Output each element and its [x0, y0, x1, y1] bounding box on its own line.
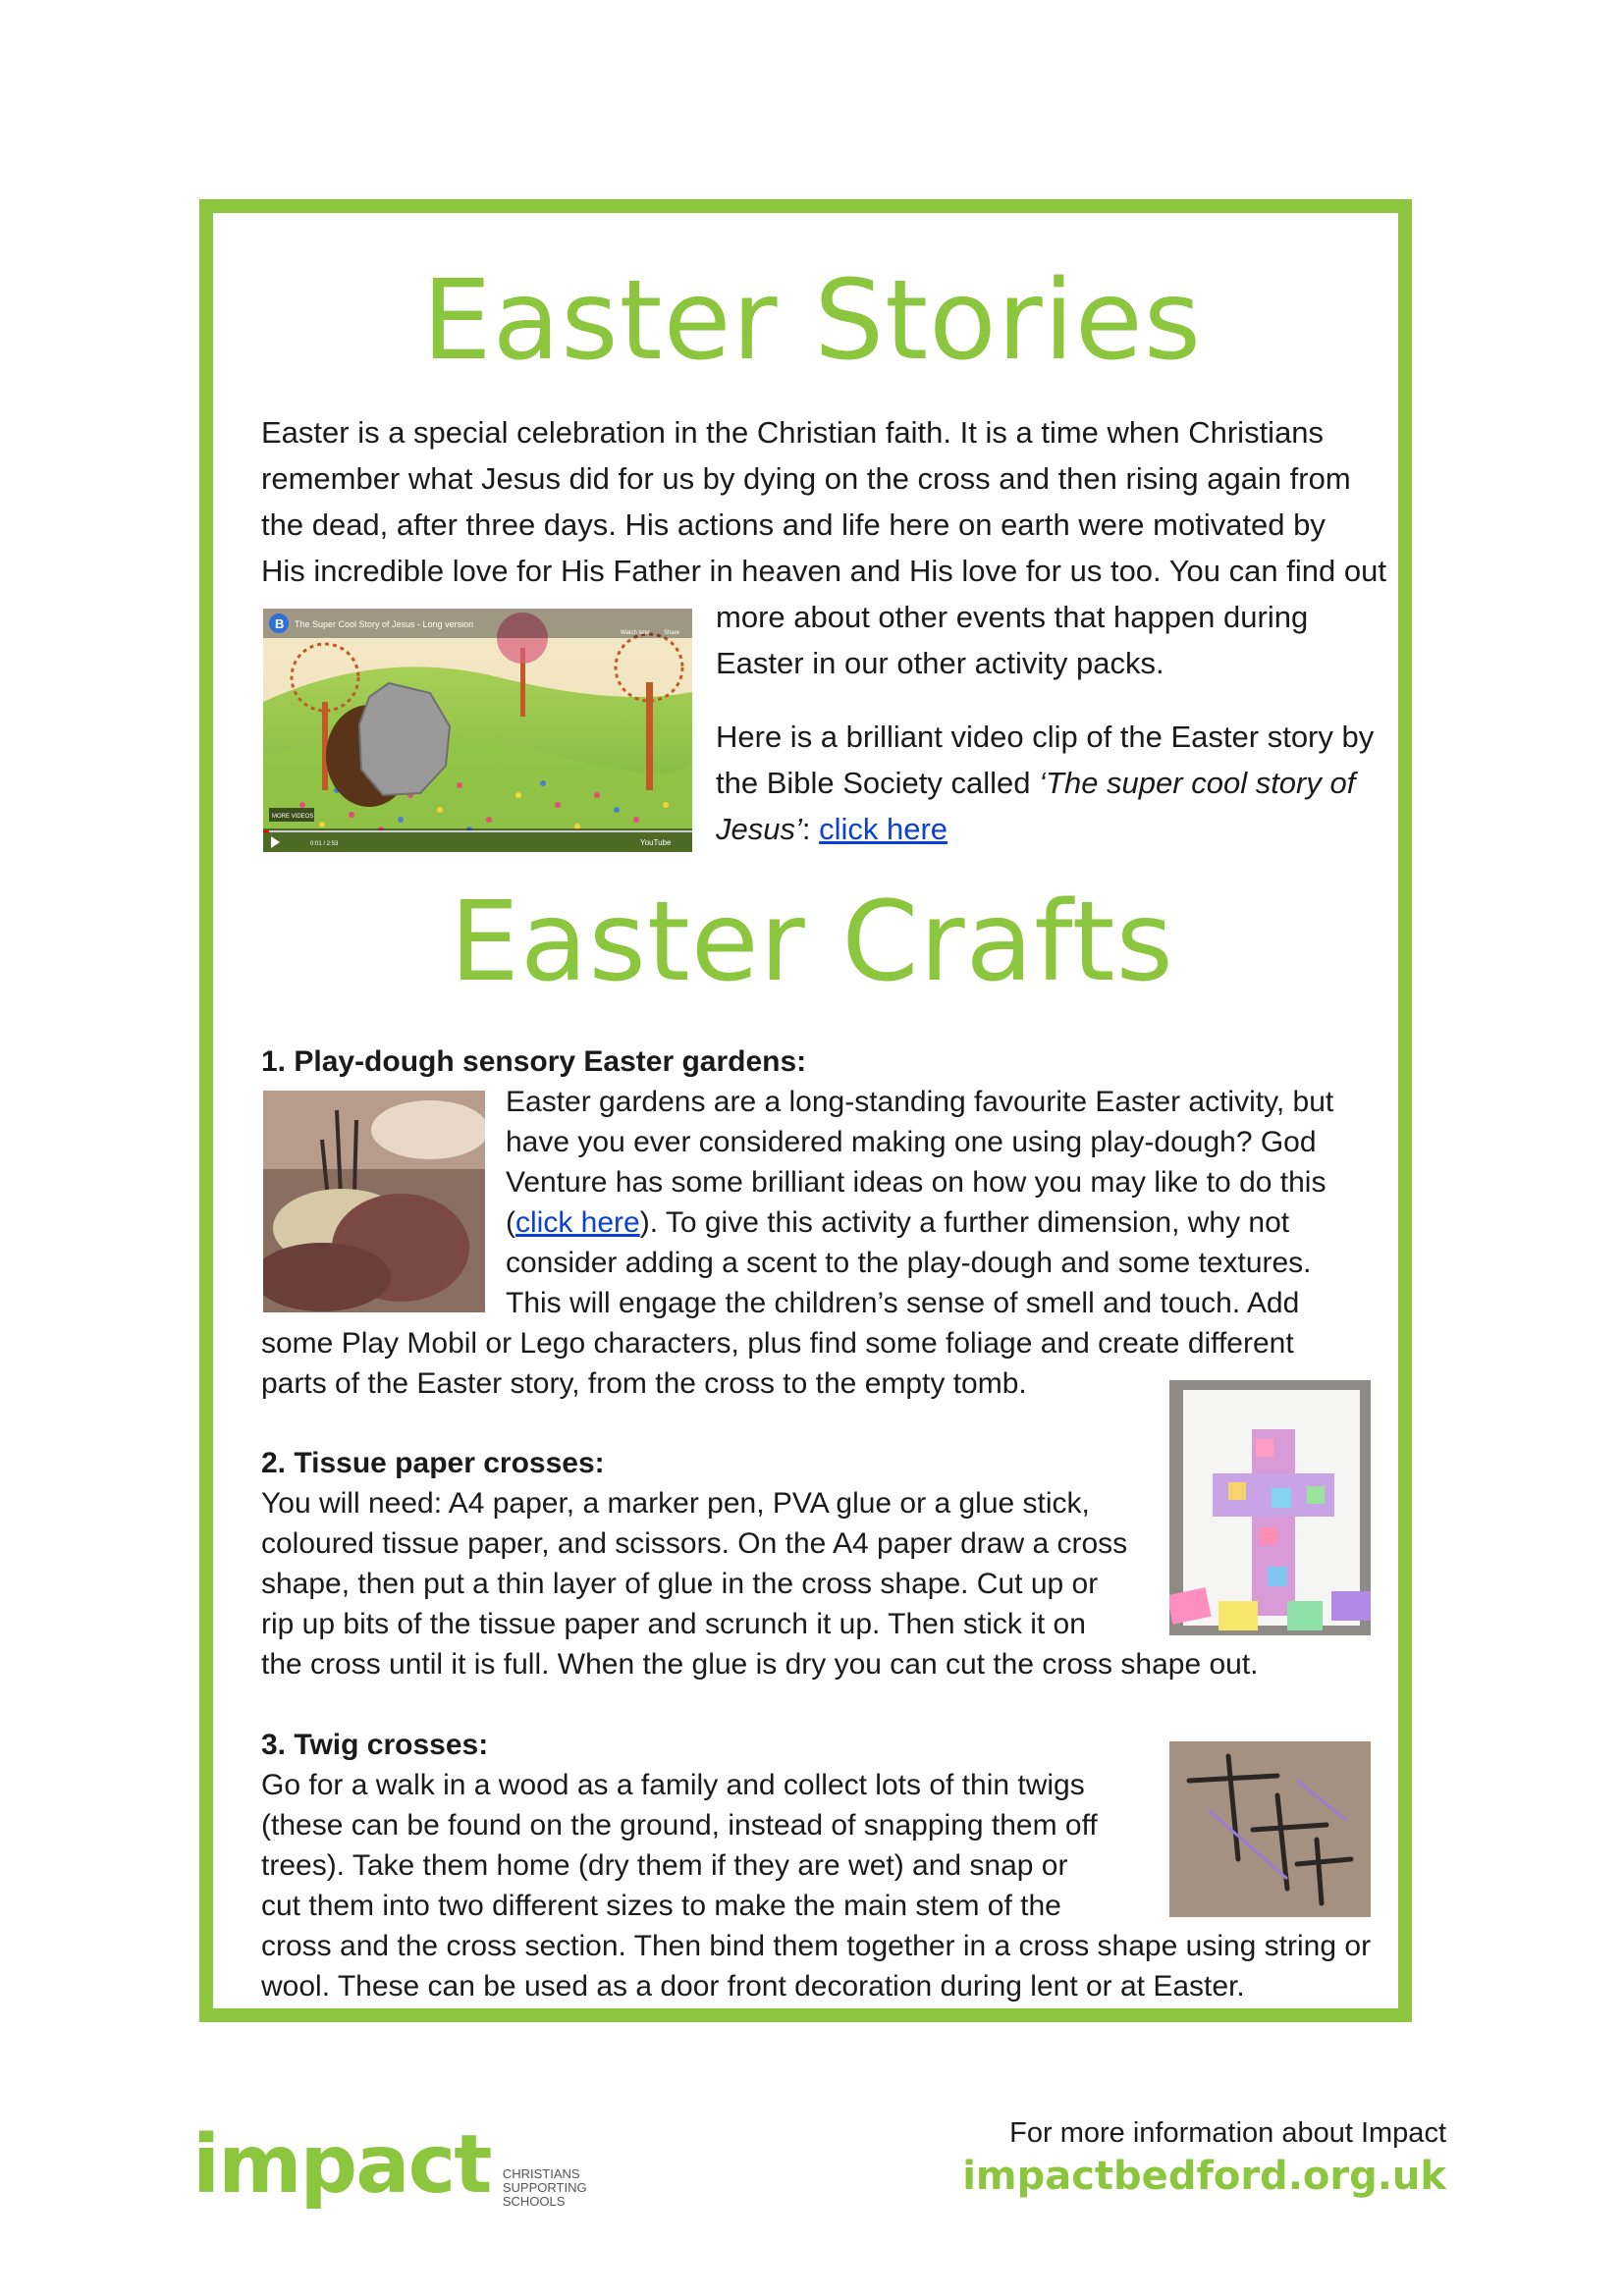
craft-line — [506, 1202, 1370, 1243]
side-line: more about other events that happen during — [716, 600, 1309, 634]
craft-line: Venture has some brilliant ideas on how you may like to do this — [506, 1166, 1326, 1199]
svg-text:0:01 / 2:53: 0:01 / 2:53 — [310, 841, 339, 847]
craft-heading: 1. Play-dough sensory Easter gardens: — [261, 1045, 807, 1078]
craft-heading: 2. Tissue paper crosses: — [261, 1447, 605, 1479]
craft-line: Easter gardens are a long-standing favourite Easter activity, but — [506, 1086, 1334, 1118]
intro-line: the dead, after three days. His actions and life here on earth were motivated by — [261, 507, 1326, 542]
logo-tag-line: SUPPORTING — [502, 2179, 587, 2195]
stories-side — [716, 594, 1403, 852]
stories-intro — [261, 409, 1390, 594]
intro-line: Easter is a special celebration in the Christian faith. It is a time when Christians — [261, 415, 1325, 450]
craft-line: Go for a walk in a wood as a family and collect lots of thin twigs — [261, 1769, 1085, 1801]
side-line: Easter in our other activity packs. — [716, 646, 1164, 680]
craft-line: rip up bits of the tissue paper and scrunch it up. Then stick it on — [261, 1608, 1086, 1640]
craft-line: coloured tissue paper, and scissors. On the A4 paper draw a cross — [261, 1527, 1128, 1560]
craft-line: parts of the Easter story, from the cross to the empty tomb. — [261, 1367, 1027, 1400]
craft-line: consider adding a scent to the play-dough and some textures. — [506, 1247, 1312, 1279]
svg-text:YouTube: YouTube — [640, 838, 672, 847]
svg-text:The Super Cool Story of Jesus: The Super Cool Story of Jesus - Long version — [295, 619, 474, 629]
video-link[interactable]: click here — [819, 812, 948, 846]
craft-3 — [261, 1725, 1410, 2006]
intro-line: His incredible love for His Father in heaven and His love for us too. You can find out — [261, 554, 1386, 588]
craft-heading: 3. Twig crosses: — [261, 1729, 489, 1761]
link-post: ). To give this activity a further dimension, why not — [639, 1206, 1290, 1239]
svg-text:Share: Share — [664, 630, 680, 636]
craft-line: cut them into two different sizes to make the main stem of the — [261, 1890, 1061, 1922]
video-line — [716, 806, 1403, 852]
craft-2 — [261, 1443, 1390, 1684]
craft-line: the cross until it is full. When the glue is dry you can cut the cross shape out. — [261, 1648, 1259, 1681]
craft-line: have you ever considered making one using play-dough? God — [506, 1126, 1317, 1158]
video-title: Jesus’ — [716, 812, 802, 846]
craft-line: (these can be found on the ground, instead of snapping them off — [261, 1809, 1098, 1842]
impact-logo — [192, 2118, 587, 2212]
craft-line: wool. These can be used as a door front decoration during lent or at Easter. — [261, 1970, 1245, 2002]
svg-text:Watch later: Watch later — [621, 630, 651, 636]
video-line: Here is a brilliant video clip of the Easter story by — [716, 720, 1375, 754]
logo-tag-line: CHRISTIANS — [502, 2165, 580, 2181]
craft-line: cross and the cross section. Then bind them together in a cross shape using string or — [261, 1930, 1372, 1962]
crafts-title: Easter Crafts — [450, 879, 1174, 1006]
godventure-link[interactable]: click here — [515, 1206, 640, 1239]
svg-text:B: B — [275, 616, 285, 631]
footer-site[interactable]: impactbedford.org.uk — [962, 2154, 1446, 2199]
footer-info-text: For more information about Impact — [1009, 2117, 1446, 2149]
logo-word: impact — [192, 2118, 491, 2212]
stories-title: Easter Stories — [421, 257, 1203, 385]
video-title: ‘The super cool story of — [1039, 766, 1356, 800]
craft-line: This will engage the children’s sense of smell and touch. Add — [506, 1287, 1300, 1319]
video-line-text: the Bible Society called — [716, 766, 1040, 800]
intro-line: remember what Jesus did for us by dying on the cross and then rising again from — [261, 461, 1351, 496]
video-thumbnail[interactable] — [263, 609, 692, 852]
playdough-garden-photo — [263, 1091, 485, 1312]
logo-tag-line: SCHOOLS — [502, 2193, 566, 2209]
craft-1-text-a — [506, 1082, 1370, 1323]
colon: : — [801, 812, 820, 846]
craft-1 — [261, 1041, 1390, 1082]
craft-line: trees). Take them home (dry them if they are wet) and snap or — [261, 1849, 1068, 1882]
video-line — [716, 760, 1403, 806]
logo-tagline — [503, 2167, 587, 2209]
craft-line: shape, then put a thin layer of glue in the cross shape. Cut up or — [261, 1568, 1099, 1600]
craft-line: some Play Mobil or Lego characters, plus find some foliage and create different — [261, 1327, 1294, 1360]
craft-line: You will need: A4 paper, a marker pen, PVA glue or a glue stick, — [261, 1487, 1090, 1520]
paren: ( — [506, 1206, 515, 1239]
video-scene — [263, 609, 692, 852]
footer-info — [962, 2115, 1446, 2202]
svg-text:MORE VIDEOS: MORE VIDEOS — [272, 814, 314, 820]
